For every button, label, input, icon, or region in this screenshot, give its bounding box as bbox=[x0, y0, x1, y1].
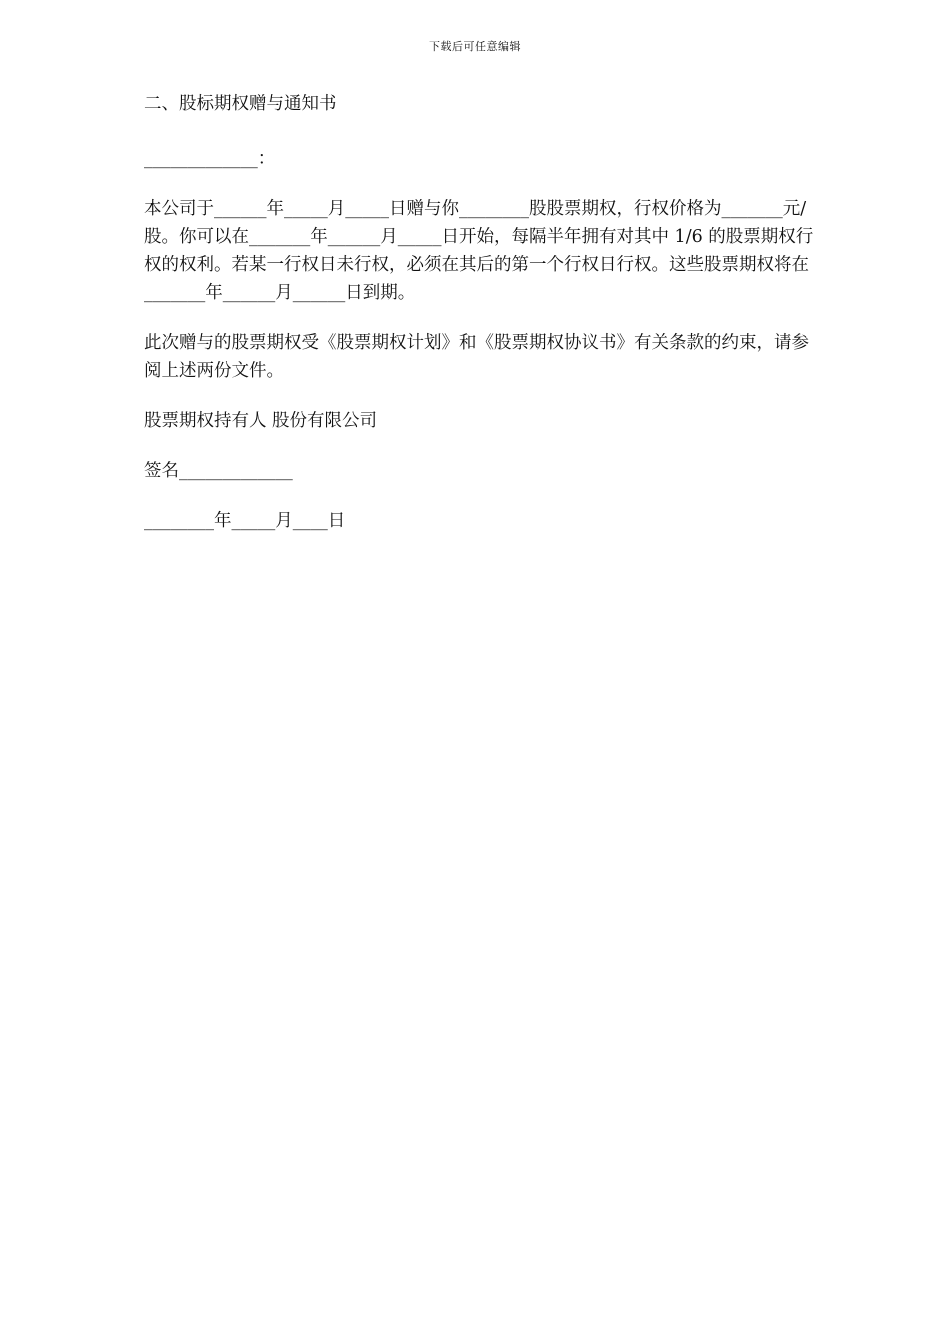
grant-line: 股。你可以在_______年______月_____日开始，每隔半年拥有对其中 1/6 的股票期权行 bbox=[144, 227, 814, 247]
signature-line: 签名_____________ bbox=[144, 461, 293, 481]
terms-line: 阅上述两份文件。 bbox=[144, 361, 284, 381]
document-title: 二、股标期权赠与通知书 bbox=[144, 94, 337, 114]
terms-line: 此次赠与的股票期权受《股票期权计划》和《股票期权协议书》有关条款的约束，请参 bbox=[144, 333, 809, 353]
date-line: ________年_____月____日 bbox=[144, 511, 346, 531]
addressee-line: _____________： bbox=[144, 149, 276, 169]
grant-line: 权的权利。若某一行权日未行权，必须在其后的第一个行权日行权。这些股票期权将在 bbox=[144, 255, 809, 275]
grant-line: 本公司于______年_____月_____日赠与你________股股票期权，行权价格为_______元/ bbox=[144, 199, 807, 219]
grant-line: _______年______月______日到期。 bbox=[144, 283, 416, 303]
holder-line: 股票期权持有人 股份有限公司 bbox=[144, 411, 378, 431]
document-body bbox=[144, 90, 872, 535]
header-note: 下载后可任意编辑 bbox=[429, 40, 521, 53]
grant-paragraph bbox=[144, 195, 872, 307]
terms-paragraph bbox=[144, 329, 872, 385]
